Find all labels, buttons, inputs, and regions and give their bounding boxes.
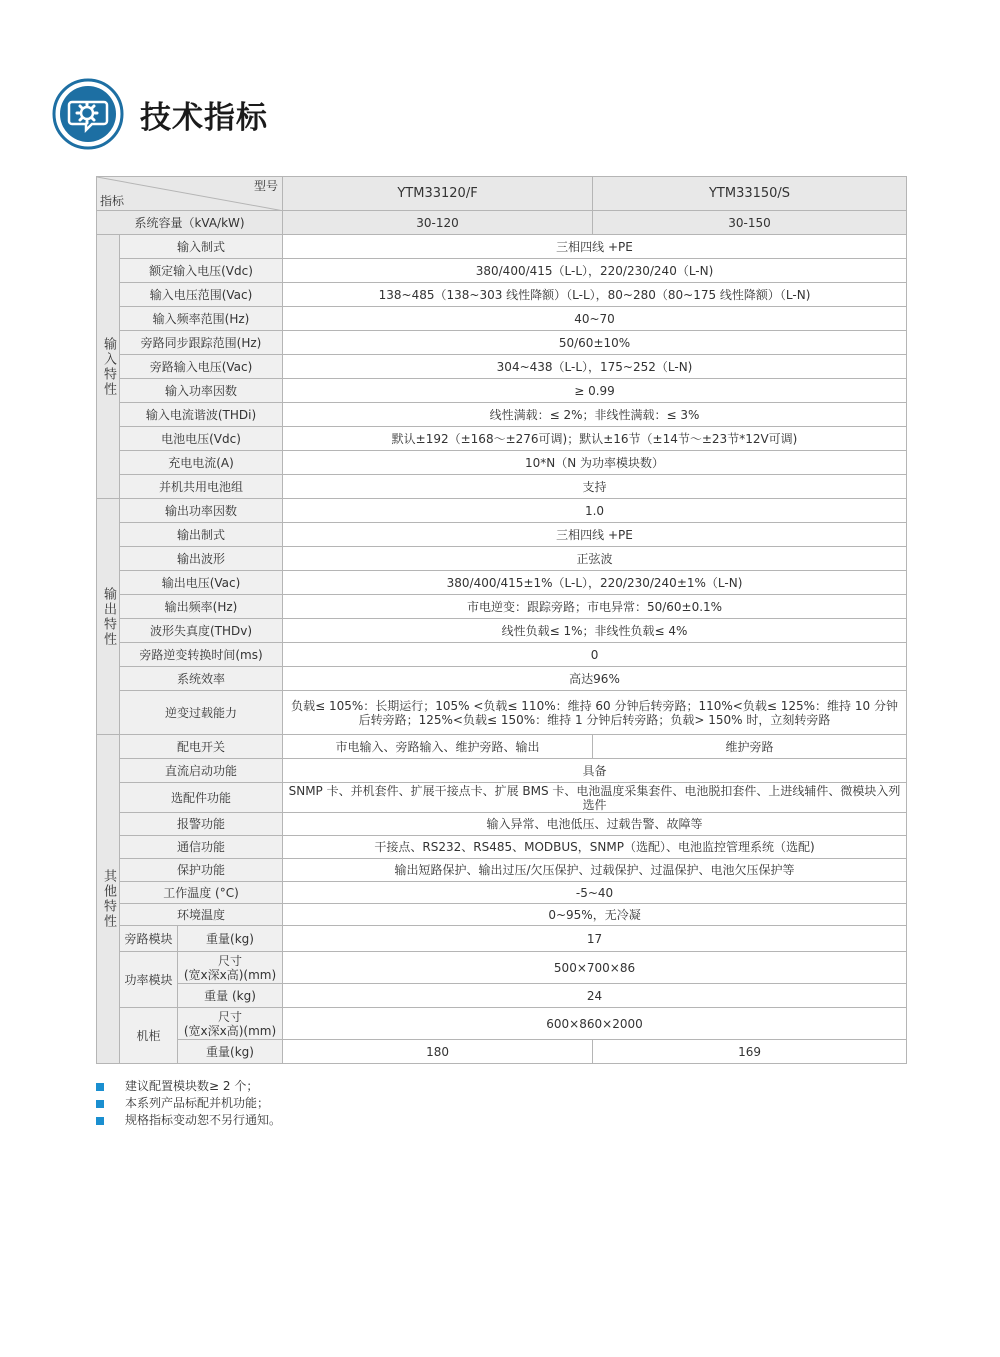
row-value: 500×700×86	[283, 952, 907, 984]
section-label: 输出特性	[101, 586, 116, 647]
row-value: 维护旁路	[593, 735, 907, 759]
row-value: 默认±192（±168～±276可调)；默认±16节（±14节～±23节*12V可调)	[283, 427, 907, 451]
table-row	[97, 952, 907, 984]
capacity-row	[97, 211, 907, 235]
table-row	[97, 259, 907, 283]
row-value: 市电逆变：跟踪旁路；市电异常：50/60±0.1%	[283, 595, 907, 619]
row-value: 10*N（N 为功率模块数）	[283, 451, 907, 475]
table-row	[97, 331, 907, 355]
row-value: 180	[283, 1040, 593, 1064]
row-label: 输出波形	[120, 547, 283, 571]
square-bullet-icon	[96, 1083, 104, 1091]
note-text: 本系列产品标配并机功能；	[125, 1096, 270, 1110]
row-label: 逆变过载能力	[120, 691, 283, 735]
row-value: 600×860×2000	[283, 1008, 907, 1040]
row-label: 并机共用电池组	[120, 475, 283, 499]
row-label: 输出电压(Vac)	[120, 571, 283, 595]
row-label: 输入电压范围(Vac)	[120, 283, 283, 307]
table-row	[97, 735, 907, 759]
table-row	[97, 882, 907, 904]
corner-model-label: 型号	[254, 179, 279, 193]
section-label: 其他特性	[101, 869, 116, 929]
row-label: 旁路同步跟踪范围(Hz)	[120, 331, 283, 355]
size-unit-label: (宽x深x高)(mm)	[183, 1023, 277, 1038]
row-label: 报警功能	[120, 813, 283, 836]
row-value: 三相四线 +PE	[283, 523, 907, 547]
size-unit-label: (宽x深x高)(mm)	[183, 967, 277, 982]
table-row	[97, 379, 907, 403]
page-title: 技术指标	[140, 99, 268, 136]
row-label: 选配件功能	[120, 783, 283, 813]
table-row	[97, 904, 907, 926]
row-label: 重量 (kg)	[178, 984, 283, 1008]
group-label: 旁路模块	[120, 926, 178, 952]
row-value: 干接点、RS232、RS485、MODBUS，SNMP（选配）、电池监控管理系统（选配)	[283, 836, 907, 859]
table-row	[97, 307, 907, 331]
table-row	[97, 427, 907, 451]
note-text: 规格指标变动恕不另行通知。	[125, 1113, 282, 1127]
row-value: SNMP 卡、并机套件、扩展干接点卡、扩展 BMS 卡、电池温度采集套件、电池脱扣套件、上进线辅件、微模块入列选件	[283, 783, 907, 813]
table-row	[97, 836, 907, 859]
row-label: 输入电流谐波(THDi)	[120, 403, 283, 427]
row-value: 0~95%，无冷凝	[283, 904, 907, 926]
notes-list	[96, 1078, 281, 1129]
table-row	[97, 926, 907, 952]
row-value: 具备	[283, 759, 907, 783]
table-header-row	[97, 177, 907, 211]
row-value: 138~485（138~303 线性降额）（L-L），80~280（80~175 线性降额）（L-N)	[283, 283, 907, 307]
row-label: 充电电流(A)	[120, 451, 283, 475]
row-label: 电池电压(Vdc)	[120, 427, 283, 451]
table-row	[97, 859, 907, 882]
table-row	[97, 235, 907, 259]
row-label: 通信功能	[120, 836, 283, 859]
table-row	[97, 984, 907, 1008]
row-label: 重量(kg)	[178, 1040, 283, 1064]
row-value: 输入异常、电池低压、过载告警、故障等	[283, 813, 907, 836]
page-header	[52, 78, 268, 150]
row-value: 40~70	[283, 307, 907, 331]
row-label: 环境温度	[120, 904, 283, 926]
row-value: 30-120	[283, 211, 593, 235]
row-value: 169	[593, 1040, 907, 1064]
size-label: 尺寸	[218, 1009, 243, 1024]
row-value: ≥ 0.99	[283, 379, 907, 403]
row-label: 系统容量（kVA/kW)	[97, 211, 283, 235]
spec-table	[96, 176, 907, 1064]
table-row	[97, 691, 907, 735]
row-label: 旁路逆变转换时间(ms)	[120, 643, 283, 667]
row-value: 304~438（L-L），175~252（L-N)	[283, 355, 907, 379]
table-row	[97, 783, 907, 813]
row-value: 17	[283, 926, 907, 952]
row-label: 旁路输入电压(Vac)	[120, 355, 283, 379]
row-label: 输入频率范围(Hz)	[120, 307, 283, 331]
table-row	[97, 619, 907, 643]
group-label: 机柜	[120, 1008, 178, 1064]
corner-cell	[97, 177, 283, 211]
row-label: 系统效率	[120, 667, 283, 691]
row-label: 直流启动功能	[120, 759, 283, 783]
row-value: 50/60±10%	[283, 331, 907, 355]
note-text: 建议配置模块数≥ 2 个；	[125, 1079, 259, 1093]
section-input	[97, 235, 120, 499]
row-label: 配电开关	[120, 735, 283, 759]
table-row	[97, 547, 907, 571]
model-header: YTM33120/F	[283, 177, 593, 211]
table-row	[97, 355, 907, 379]
row-label	[178, 1008, 283, 1040]
row-value: 380/400/415±1%（L-L），220/230/240±1%（L-N)	[283, 571, 907, 595]
row-value: 支持	[283, 475, 907, 499]
row-value: 负载≤ 105%：长期运行；105% <负载≤ 110%：维持 60 分钟后转旁路；110%<负载≤ 125%：维持 10 分钟后转旁路；125%<负载≤ 150%：维持 1 分钟后转旁路；负载> 150% 时，立刻转旁路	[283, 691, 907, 735]
group-label: 功率模块	[120, 952, 178, 1008]
row-value: -5~40	[283, 882, 907, 904]
row-value: 1.0	[283, 499, 907, 523]
table-row	[97, 643, 907, 667]
row-value: 线性满载：≤ 2%；非线性满载：≤ 3%	[283, 403, 907, 427]
row-label: 重量(kg)	[178, 926, 283, 952]
row-value: 市电输入、旁路输入、维护旁路、输出	[283, 735, 593, 759]
list-item	[96, 1095, 281, 1112]
row-label: 输入功率因数	[120, 379, 283, 403]
row-value: 高达96%	[283, 667, 907, 691]
section-other	[97, 735, 120, 1064]
table-row	[97, 759, 907, 783]
size-label: 尺寸	[218, 953, 243, 968]
row-label: 输出功率因数	[120, 499, 283, 523]
table-row	[97, 403, 907, 427]
table-row	[97, 813, 907, 836]
row-label	[178, 952, 283, 984]
row-value: 输出短路保护、输出过压/欠压保护、过载保护、过温保护、电池欠压保护等	[283, 859, 907, 882]
row-label: 输出制式	[120, 523, 283, 547]
row-label: 工作温度 (°C)	[120, 882, 283, 904]
table-row	[97, 475, 907, 499]
section-output	[97, 499, 120, 735]
table-row	[97, 1040, 907, 1064]
row-value: 0	[283, 643, 907, 667]
list-item	[96, 1078, 281, 1095]
row-value: 三相四线 +PE	[283, 235, 907, 259]
table-row	[97, 499, 907, 523]
table-row	[97, 667, 907, 691]
corner-spec-label: 指标	[100, 194, 125, 208]
list-item	[96, 1112, 281, 1129]
table-row	[97, 595, 907, 619]
table-row	[97, 451, 907, 475]
row-label: 额定输入电压(Vdc)	[120, 259, 283, 283]
model-header: YTM33150/S	[593, 177, 907, 211]
gear-chat-icon	[52, 78, 124, 150]
table-row	[97, 523, 907, 547]
row-value: 30-150	[593, 211, 907, 235]
row-label: 保护功能	[120, 859, 283, 882]
section-label: 输入特性	[101, 336, 116, 397]
table-row	[97, 1008, 907, 1040]
row-label: 输出频率(Hz)	[120, 595, 283, 619]
square-bullet-icon	[96, 1100, 104, 1108]
row-value: 正弦波	[283, 547, 907, 571]
row-value: 380/400/415（L-L），220/230/240（L-N)	[283, 259, 907, 283]
table-row	[97, 571, 907, 595]
square-bullet-icon	[96, 1117, 104, 1125]
row-value: 线性负载≤ 1%；非线性负载≤ 4%	[283, 619, 907, 643]
table-row	[97, 283, 907, 307]
row-label: 波形失真度(THDv)	[120, 619, 283, 643]
row-value: 24	[283, 984, 907, 1008]
row-label: 输入制式	[120, 235, 283, 259]
